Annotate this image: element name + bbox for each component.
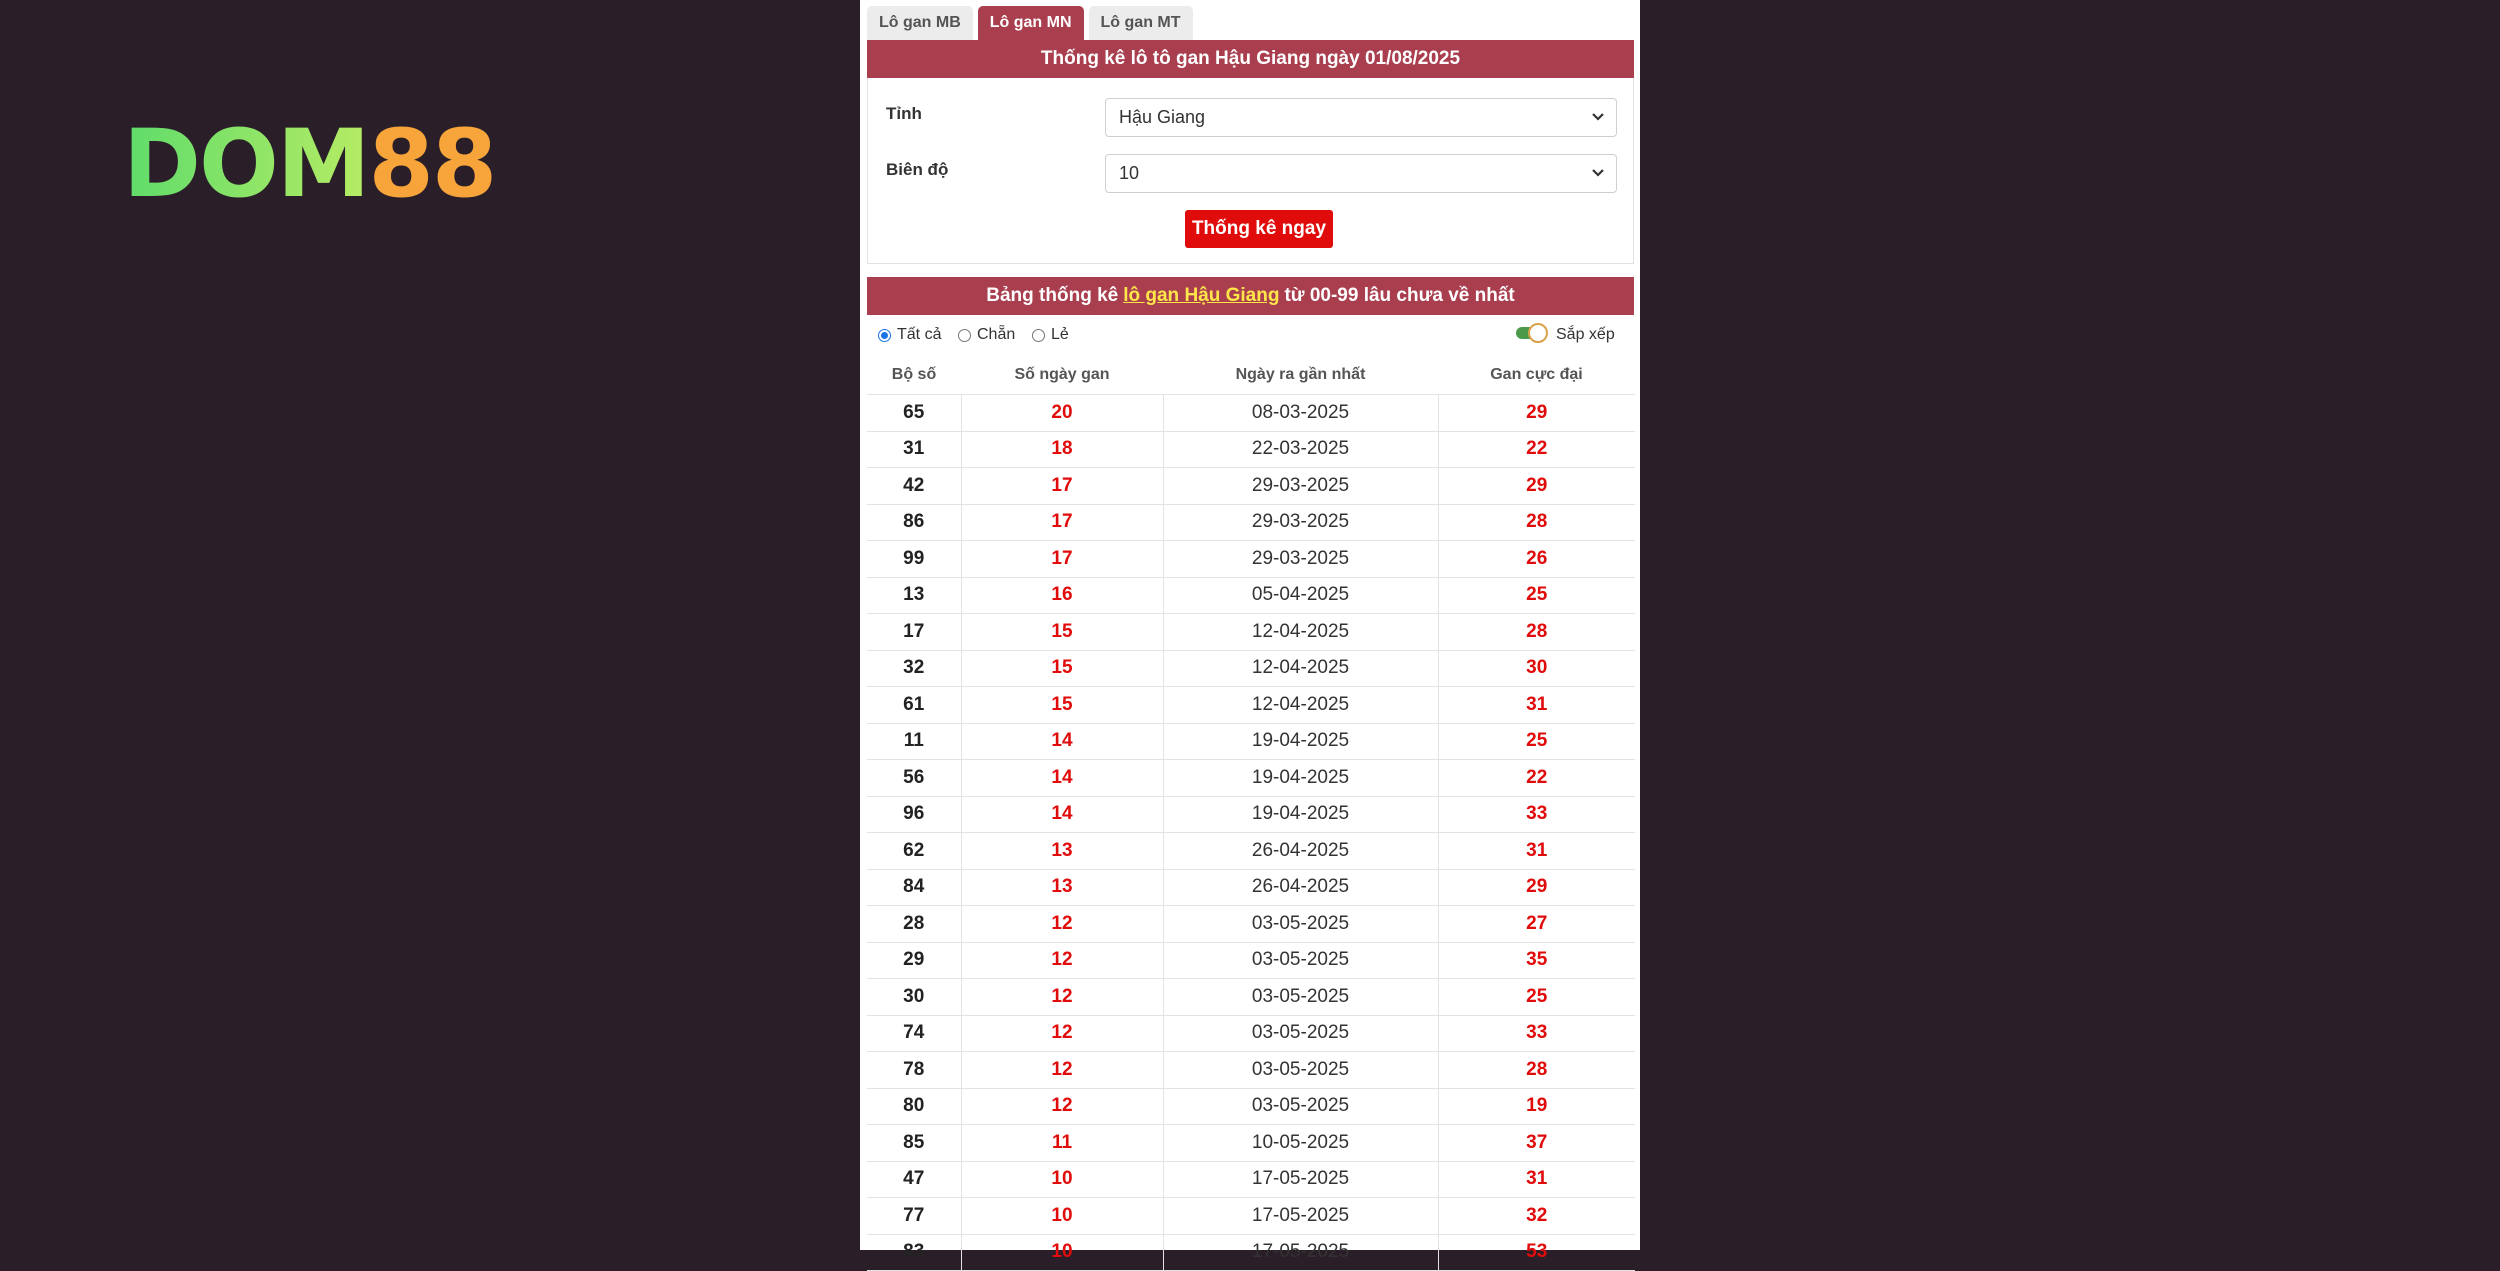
cell-bo-so: 61 bbox=[867, 687, 961, 724]
cell-ngay-ra: 26-04-2025 bbox=[1163, 869, 1438, 906]
cell-ngay-ra: 12-04-2025 bbox=[1163, 650, 1438, 687]
table-row bbox=[867, 431, 1635, 468]
cell-ngay-ra: 03-05-2025 bbox=[1163, 979, 1438, 1016]
cell-bo-so: 83 bbox=[867, 1234, 961, 1271]
chevron-down-icon bbox=[1590, 108, 1606, 124]
cell-gan-cuc-dai: 22 bbox=[1438, 760, 1635, 797]
cell-gan-cuc-dai: 33 bbox=[1438, 796, 1635, 833]
cell-so-ngay-gan: 12 bbox=[961, 1088, 1163, 1125]
cell-bo-so: 80 bbox=[867, 1088, 961, 1125]
cell-ngay-ra: 19-04-2025 bbox=[1163, 723, 1438, 760]
table-row bbox=[867, 614, 1635, 651]
table-row bbox=[867, 869, 1635, 906]
cell-bo-so: 11 bbox=[867, 723, 961, 760]
logo-text-88: 88 bbox=[368, 110, 496, 219]
cell-bo-so: 65 bbox=[867, 395, 961, 432]
table-row bbox=[867, 1015, 1635, 1052]
cell-so-ngay-gan: 17 bbox=[961, 468, 1163, 505]
cell-so-ngay-gan: 17 bbox=[961, 541, 1163, 578]
dom88-logo bbox=[123, 110, 496, 219]
cell-ngay-ra: 03-05-2025 bbox=[1163, 942, 1438, 979]
cell-bo-so: 62 bbox=[867, 833, 961, 870]
table-title-prefix: Bảng thống kê bbox=[986, 285, 1119, 306]
cell-gan-cuc-dai: 28 bbox=[1438, 1052, 1635, 1089]
cell-bo-so: 42 bbox=[867, 468, 961, 505]
table-row bbox=[867, 942, 1635, 979]
table-row bbox=[867, 468, 1635, 505]
cell-ngay-ra: 12-04-2025 bbox=[1163, 614, 1438, 651]
cell-so-ngay-gan: 15 bbox=[961, 614, 1163, 651]
tab-lo-gan-mn[interactable]: Lô gan MN bbox=[978, 6, 1084, 40]
cell-so-ngay-gan: 13 bbox=[961, 869, 1163, 906]
cell-bo-so: 56 bbox=[867, 760, 961, 797]
cell-ngay-ra: 26-04-2025 bbox=[1163, 833, 1438, 870]
cell-so-ngay-gan: 14 bbox=[961, 760, 1163, 797]
cell-so-ngay-gan: 10 bbox=[961, 1161, 1163, 1198]
cell-so-ngay-gan: 15 bbox=[961, 650, 1163, 687]
cell-ngay-ra: 22-03-2025 bbox=[1163, 431, 1438, 468]
cell-ngay-ra: 10-05-2025 bbox=[1163, 1125, 1438, 1162]
cell-bo-so: 78 bbox=[867, 1052, 961, 1089]
table-row bbox=[867, 577, 1635, 614]
cell-so-ngay-gan: 12 bbox=[961, 906, 1163, 943]
cell-gan-cuc-dai: 30 bbox=[1438, 650, 1635, 687]
column-header-ngay-ra: Ngày ra gần nhất bbox=[1163, 356, 1438, 395]
cell-gan-cuc-dai: 25 bbox=[1438, 723, 1635, 760]
table-row bbox=[867, 650, 1635, 687]
cell-ngay-ra: 17-05-2025 bbox=[1163, 1198, 1438, 1235]
cell-gan-cuc-dai: 37 bbox=[1438, 1125, 1635, 1162]
filter-bar bbox=[867, 318, 1634, 354]
radio-even[interactable] bbox=[958, 326, 1015, 344]
table-header-row bbox=[867, 356, 1635, 395]
cell-gan-cuc-dai: 33 bbox=[1438, 1015, 1635, 1052]
cell-ngay-ra: 29-03-2025 bbox=[1163, 541, 1438, 578]
chevron-down-icon bbox=[1590, 164, 1606, 180]
cell-so-ngay-gan: 20 bbox=[961, 395, 1163, 432]
table-row bbox=[867, 979, 1635, 1016]
column-header-gan-cuc-dai: Gan cực đại bbox=[1438, 356, 1635, 395]
cell-gan-cuc-dai: 29 bbox=[1438, 468, 1635, 505]
radio-all-dot[interactable] bbox=[878, 329, 891, 342]
cell-ngay-ra: 19-04-2025 bbox=[1163, 760, 1438, 797]
cell-ngay-ra: 12-04-2025 bbox=[1163, 687, 1438, 724]
cell-ngay-ra: 17-05-2025 bbox=[1163, 1161, 1438, 1198]
cell-gan-cuc-dai: 22 bbox=[1438, 431, 1635, 468]
column-header-so-ngay-gan: Số ngày gan bbox=[961, 356, 1163, 395]
sort-toggle[interactable] bbox=[1515, 323, 1549, 343]
cell-so-ngay-gan: 15 bbox=[961, 687, 1163, 724]
cell-ngay-ra: 19-04-2025 bbox=[1163, 796, 1438, 833]
lo-gan-table bbox=[867, 356, 1635, 1271]
cell-so-ngay-gan: 14 bbox=[961, 796, 1163, 833]
cell-bo-so: 77 bbox=[867, 1198, 961, 1235]
lo-gan-link[interactable]: lô gan Hậu Giang bbox=[1123, 285, 1280, 306]
table-row bbox=[867, 504, 1635, 541]
cell-gan-cuc-dai: 19 bbox=[1438, 1088, 1635, 1125]
cell-bo-so: 17 bbox=[867, 614, 961, 651]
cell-so-ngay-gan: 13 bbox=[961, 833, 1163, 870]
radio-odd-label: Lẻ bbox=[1051, 326, 1069, 343]
cell-gan-cuc-dai: 28 bbox=[1438, 614, 1635, 651]
cell-bo-so: 99 bbox=[867, 541, 961, 578]
cell-so-ngay-gan: 10 bbox=[961, 1234, 1163, 1271]
radio-even-dot[interactable] bbox=[958, 329, 971, 342]
cell-gan-cuc-dai: 35 bbox=[1438, 942, 1635, 979]
cell-bo-so: 85 bbox=[867, 1125, 961, 1162]
cell-gan-cuc-dai: 26 bbox=[1438, 541, 1635, 578]
table-row bbox=[867, 833, 1635, 870]
province-select-value: Hậu Giang bbox=[1119, 107, 1206, 127]
range-label: Biên độ bbox=[886, 160, 949, 179]
cell-bo-so: 28 bbox=[867, 906, 961, 943]
table-title bbox=[867, 277, 1634, 315]
cell-bo-so: 29 bbox=[867, 942, 961, 979]
cell-gan-cuc-dai: 25 bbox=[1438, 577, 1635, 614]
cell-so-ngay-gan: 12 bbox=[961, 1015, 1163, 1052]
cell-bo-so: 47 bbox=[867, 1161, 961, 1198]
tab-lo-gan-mt[interactable]: Lô gan MT bbox=[1089, 6, 1193, 40]
cell-ngay-ra: 03-05-2025 bbox=[1163, 1015, 1438, 1052]
cell-so-ngay-gan: 12 bbox=[961, 942, 1163, 979]
province-label: Tỉnh bbox=[886, 104, 922, 123]
region-tabs bbox=[867, 4, 1198, 40]
cell-so-ngay-gan: 17 bbox=[961, 504, 1163, 541]
cell-gan-cuc-dai: 32 bbox=[1438, 1198, 1635, 1235]
cell-ngay-ra: 03-05-2025 bbox=[1163, 1088, 1438, 1125]
tab-lo-gan-mb[interactable]: Lô gan MB bbox=[867, 6, 973, 40]
table-row bbox=[867, 541, 1635, 578]
cell-gan-cuc-dai: 29 bbox=[1438, 395, 1635, 432]
submit-button[interactable]: Thống kê ngay bbox=[1185, 210, 1333, 248]
cell-bo-so: 96 bbox=[867, 796, 961, 833]
cell-ngay-ra: 17-05-2025 bbox=[1163, 1234, 1438, 1271]
cell-bo-so: 32 bbox=[867, 650, 961, 687]
cell-bo-so: 30 bbox=[867, 979, 961, 1016]
table-body bbox=[867, 395, 1635, 1271]
sort-label: Sắp xếp bbox=[1556, 326, 1615, 343]
table-row bbox=[867, 1052, 1635, 1089]
table-row bbox=[867, 906, 1635, 943]
cell-so-ngay-gan: 10 bbox=[961, 1198, 1163, 1235]
radio-odd-dot[interactable] bbox=[1032, 329, 1045, 342]
cell-ngay-ra: 08-03-2025 bbox=[1163, 395, 1438, 432]
filter-form bbox=[867, 78, 1634, 264]
radio-even-label: Chẵn bbox=[977, 326, 1016, 343]
table-row bbox=[867, 1088, 1635, 1125]
cell-so-ngay-gan: 16 bbox=[961, 577, 1163, 614]
table-row bbox=[867, 1234, 1635, 1271]
cell-gan-cuc-dai: 25 bbox=[1438, 979, 1635, 1016]
cell-bo-so: 13 bbox=[867, 577, 961, 614]
cell-bo-so: 84 bbox=[867, 869, 961, 906]
cell-ngay-ra: 03-05-2025 bbox=[1163, 1052, 1438, 1089]
cell-ngay-ra: 05-04-2025 bbox=[1163, 577, 1438, 614]
table-row bbox=[867, 687, 1635, 724]
cell-ngay-ra: 29-03-2025 bbox=[1163, 468, 1438, 505]
table-row bbox=[867, 395, 1635, 432]
logo-text-dom: DOM bbox=[123, 110, 369, 219]
table-row bbox=[867, 796, 1635, 833]
cell-so-ngay-gan: 18 bbox=[961, 431, 1163, 468]
cell-gan-cuc-dai: 31 bbox=[1438, 833, 1635, 870]
cell-so-ngay-gan: 14 bbox=[961, 723, 1163, 760]
cell-gan-cuc-dai: 31 bbox=[1438, 1161, 1635, 1198]
cell-bo-so: 31 bbox=[867, 431, 961, 468]
province-select[interactable] bbox=[1105, 98, 1617, 137]
cell-so-ngay-gan: 12 bbox=[961, 1052, 1163, 1089]
cell-so-ngay-gan: 11 bbox=[961, 1125, 1163, 1162]
cell-so-ngay-gan: 12 bbox=[961, 979, 1163, 1016]
cell-gan-cuc-dai: 31 bbox=[1438, 687, 1635, 724]
cell-gan-cuc-dai: 28 bbox=[1438, 504, 1635, 541]
radio-all[interactable] bbox=[878, 326, 941, 344]
table-row bbox=[867, 1125, 1635, 1162]
radio-all-label: Tất cả bbox=[897, 326, 942, 343]
cell-gan-cuc-dai: 53 bbox=[1438, 1234, 1635, 1271]
range-select-value: 10 bbox=[1119, 163, 1140, 183]
column-header-bo-so: Bộ số bbox=[867, 356, 961, 395]
table-row bbox=[867, 1198, 1635, 1235]
table-row bbox=[867, 723, 1635, 760]
page-title: Thống kê lô tô gan Hậu Giang ngày 01/08/2025 bbox=[867, 40, 1634, 78]
range-select[interactable] bbox=[1105, 154, 1617, 193]
lo-gan-panel bbox=[860, 0, 1640, 1263]
cell-ngay-ra: 03-05-2025 bbox=[1163, 906, 1438, 943]
radio-odd[interactable] bbox=[1032, 326, 1069, 344]
table-title-suffix: từ 00-99 lâu chưa về nhất bbox=[1284, 285, 1515, 306]
cell-bo-so: 74 bbox=[867, 1015, 961, 1052]
cell-gan-cuc-dai: 27 bbox=[1438, 906, 1635, 943]
cell-gan-cuc-dai: 29 bbox=[1438, 869, 1635, 906]
cell-bo-so: 86 bbox=[867, 504, 961, 541]
table-row bbox=[867, 760, 1635, 797]
table-row bbox=[867, 1161, 1635, 1198]
cell-ngay-ra: 29-03-2025 bbox=[1163, 504, 1438, 541]
